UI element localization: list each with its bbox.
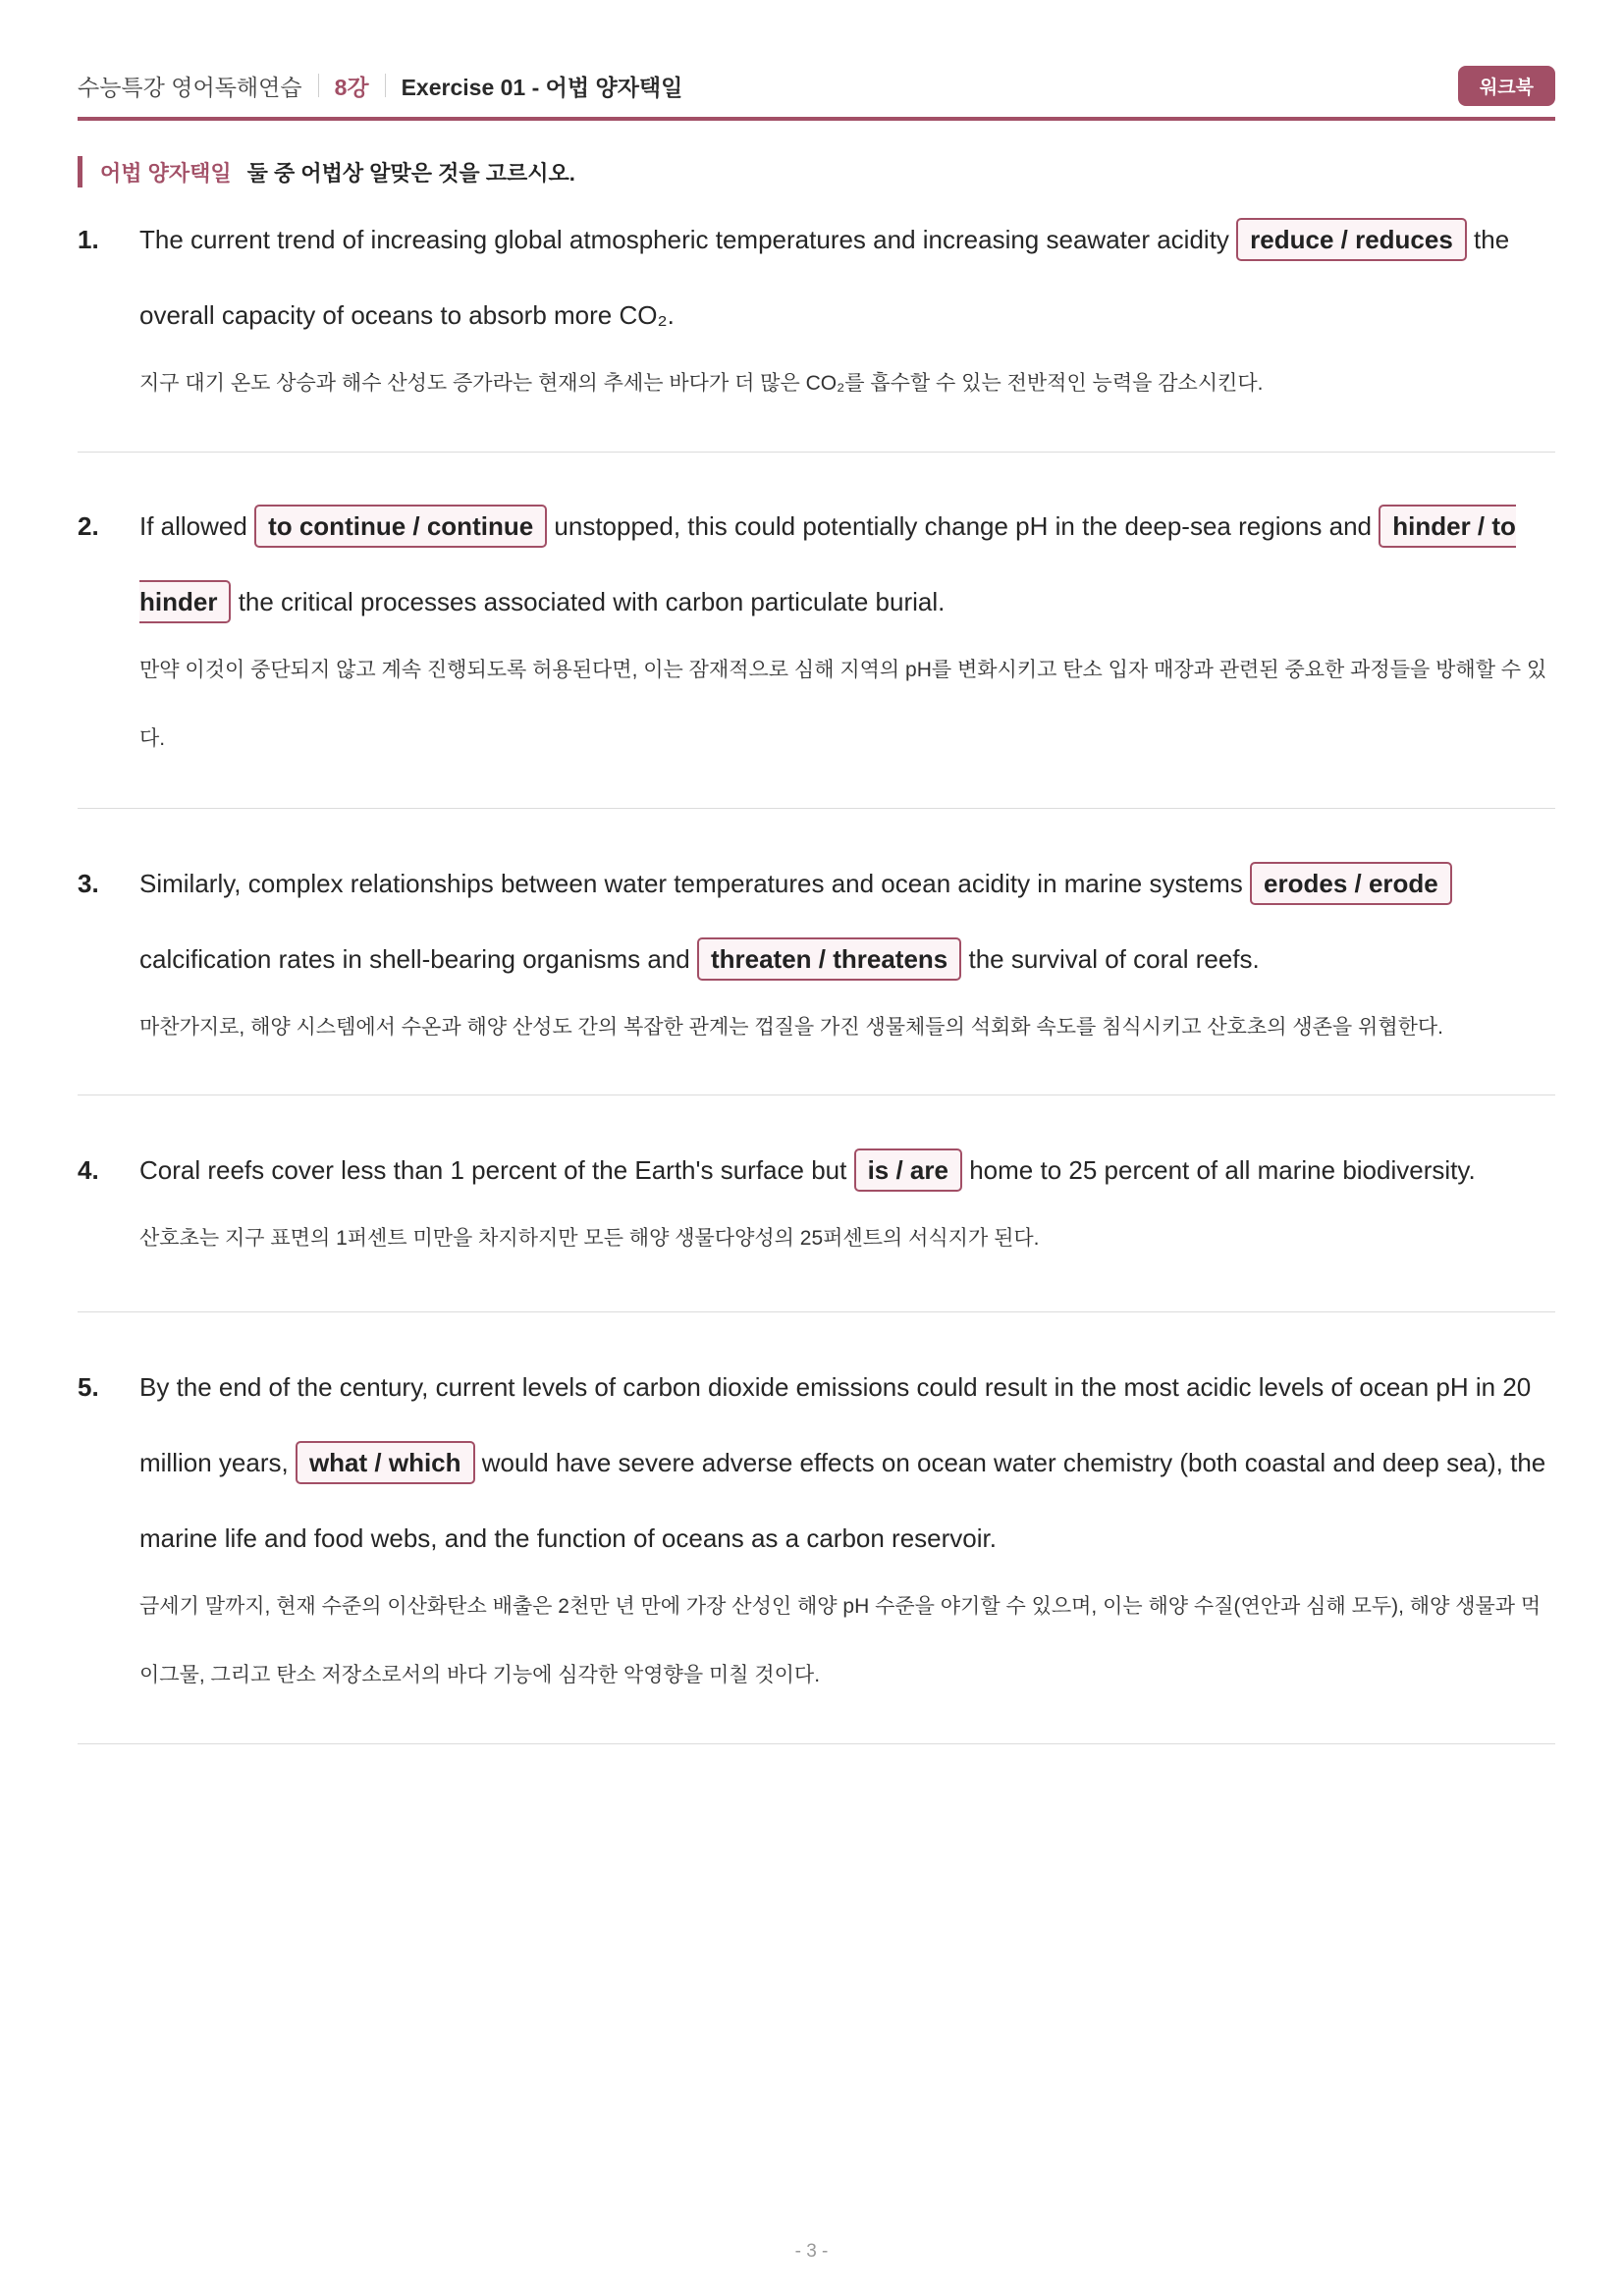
question-text: the critical processes associated with carbon particulate burial. [238,587,946,616]
question-text: would have severe adverse effects on ocean water chemistry (both coastal and deep sea), the marine life and food webs, and the function of oceans as a carbon reservoir. [139,1448,1546,1553]
question-text: Similarly, complex relationships between water temperatures and ocean acidity in marine systems [139,869,1243,898]
choice-box-continued[interactable]: hinder [139,580,231,623]
question-body [139,868,1555,1062]
header-separator [318,74,319,97]
question-divider [78,808,1555,809]
question-text: home to 25 percent of all marine biodiversity. [969,1155,1476,1185]
instruction-label: 어법 양자택일 [100,160,232,186]
question-translation: 만약 이것이 중단되지 않고 계속 진행되도록 허용된다면, 이는 잠재적으로 심해 지역의 pH를 변화시키고 탄소 입자 매장과 관련된 중요한 과정들을 방해할 수 있다. [139,659,1547,750]
choice-box[interactable]: erodes / erode [1250,862,1452,905]
question-text: the overall capacity of oceans to absorb more CO₂. [139,225,1510,330]
question-text: the survival of coral reefs. [968,944,1260,974]
question-translation: 금세기 말까지, 현재 수준의 이산화탄소 배출은 2천만 년 만에 가장 산성인 해양 pH 수준을 야기할 수 있으며, 이는 해양 수질(연안과 심해 모두), 해양 생물과 먹이그물, 그리고 탄소 저장소로서의 바다 기능에 심각한 악영향을 미칠 것이다. [139,1595,1542,1686]
instruction-text: 둘 중 어법상 알맞은 것을 고르시오. [246,160,575,186]
question-number: 2. [78,511,99,541]
question-divider [78,1743,1555,1744]
lesson-number: 8강 [334,74,369,100]
question-body [139,224,1555,418]
question-english [139,202,1555,353]
question-english [139,1133,1555,1208]
question-english [139,1350,1555,1576]
page-header [78,61,1555,110]
choice-box[interactable]: threaten / threatens [697,937,961,981]
instruction-marker [78,156,82,187]
question-body [139,510,1555,774]
question-translation: 지구 대기 온도 상승과 해수 산성도 증가라는 현재의 추세는 바다가 더 많은 CO₂를 흡수할 수 있는 전반적인 능력을 감소시킨다. [139,372,1264,395]
choice-box[interactable]: to continue / continue [254,505,547,548]
question-number: 4. [78,1155,99,1185]
question-text: By the end of the century, current levels of carbon dioxide emissions could result in the most acidic levels of ocean pH in 20 million years, [139,1372,1532,1477]
question-text: The current trend of increasing global atmospheric temperatures and increasing seawater acidity [139,225,1229,254]
workbook-badge: 워크북 [1458,66,1555,106]
book-title: 수능특강 영어독해연습 [78,74,302,100]
question-translation: 산호초는 지구 표면의 1퍼센트 미만을 차지하지만 모든 해양 생물다양성의 25퍼센트의 서식지가 된다. [139,1227,1040,1250]
question-text: Coral reefs cover less than 1 percent of the Earth's surface but [139,1155,847,1185]
header-separator [385,74,386,97]
header-rule [78,117,1555,121]
instruction [78,155,575,188]
page-number: - 3 - [794,2241,829,2262]
question-english [139,489,1555,640]
question-text: If allowed [139,511,247,541]
question-text: unstopped, this could potentially change pH in the deep-sea regions and [554,511,1372,541]
question-number: 3. [78,869,99,898]
question-number: 5. [78,1372,99,1402]
choice-box[interactable]: hinder / to [1379,505,1516,548]
choice-box[interactable]: reduce / reduces [1236,218,1467,261]
question-divider [78,452,1555,453]
question-english [139,846,1555,997]
question-number: 1. [78,225,99,254]
question-text: calcification rates in shell-bearing organisms and [139,944,690,974]
choice-box[interactable]: what / which [296,1441,475,1484]
choice-box[interactable]: is / are [854,1148,962,1192]
question-body [139,1154,1555,1273]
question-body [139,1371,1555,1710]
question-translation: 마찬가지로, 해양 시스템에서 수온과 해양 산성도 간의 복잡한 관계는 껍질을 가진 생물체들의 석회화 속도를 침식시키고 산호초의 생존을 위협한다. [139,1016,1444,1039]
exercise-title: Exercise 01 - 어법 양자택일 [401,74,683,100]
question-divider [78,1311,1555,1312]
